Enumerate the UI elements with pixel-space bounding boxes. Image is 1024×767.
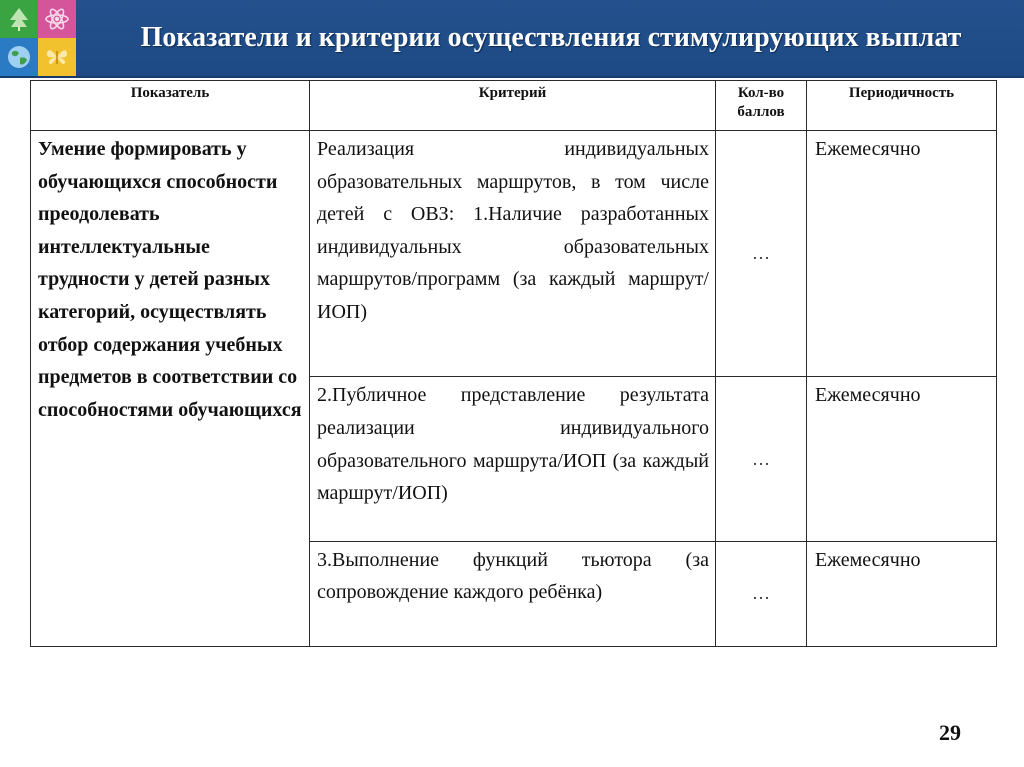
column-header-points: Кол-во баллов (716, 81, 807, 131)
table-row (31, 131, 997, 377)
criterion-cell: 2.Публичное представление результата реализации индивидуального образовательного маршрута/ИОП (за каждый маршрут/ИОП) (310, 377, 716, 541)
points-cell: … (716, 377, 807, 541)
points-cell: … (716, 131, 807, 377)
tree-icon (0, 0, 39, 39)
table-header-row (31, 81, 997, 131)
indicator-cell: Умение формировать у обучающихся способности преодолевать интеллектуальные трудности у детей разных категорий, осуществлять отбор содержания учебных предметов в соответствии со способностями обучающихся (31, 131, 310, 647)
period-cell: Ежемесячно (807, 377, 997, 541)
criterion-cell: 3.Выполнение функций тьютора (за сопровождение каждого ребёнка) (310, 541, 716, 646)
column-header-period: Периодичность (807, 81, 997, 131)
slide-header (0, 0, 1024, 78)
logo (0, 0, 76, 76)
atom-icon (38, 0, 76, 39)
criteria-table (30, 80, 997, 647)
criterion-cell: Реализация индивидуальных образовательных маршрутов, в том числе детей с ОВЗ: 1.Наличие разработанных индивидуальных образовательных маршрутов/программ (за каждый маршрут/ИОП) (310, 131, 716, 377)
period-cell: Ежемесячно (807, 541, 997, 646)
points-cell: … (716, 541, 807, 646)
globe-icon (0, 38, 39, 76)
page-number: 29 (939, 720, 961, 745)
column-header-criterion: Критерий (310, 81, 716, 131)
column-header-indicator: Показатель (31, 81, 310, 131)
butterfly-icon (38, 38, 76, 76)
period-cell: Ежемесячно (807, 131, 997, 377)
page-title: Показатели и критерии осуществления стимулирующих выплат (140, 22, 962, 53)
